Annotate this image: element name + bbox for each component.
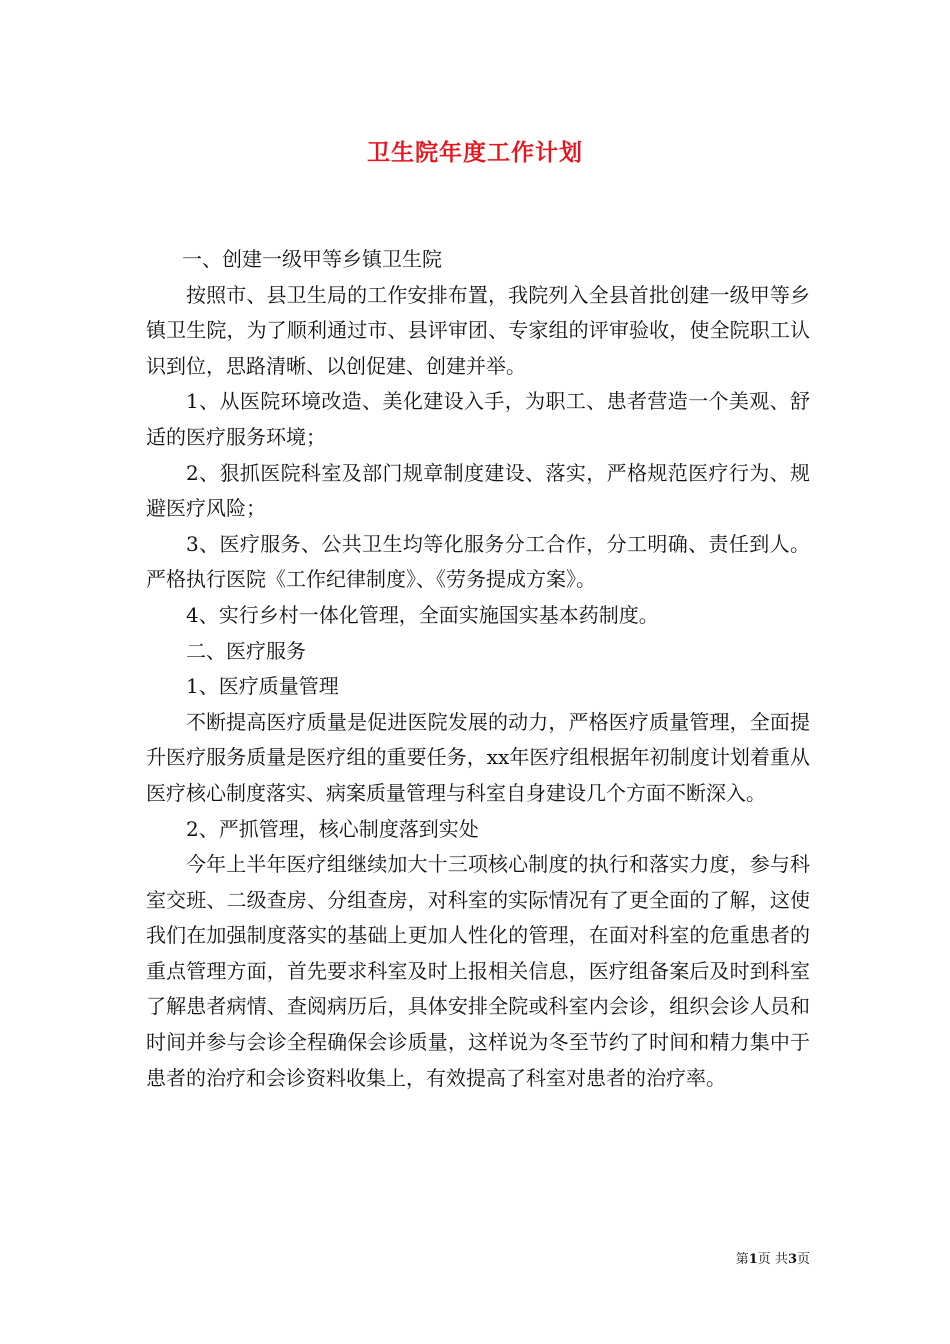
section-heading: 二、医疗服务	[186, 638, 306, 663]
total-pages: 3	[787, 1252, 797, 1267]
paragraph: 今年上半年医疗组继续加大十三项核心制度的执行和落实力度，参与科室交班、二级查房、分组查房，对科室的实际情况有了更全面的了解，这使我们在加强制度落实的基础上更加人性化的管理，在面对科室的危重患者的重点管理方面，首先要求科室及时上报相关信息，医疗组备案后及时到科室了解患者病情、查阅病历后，具体安排全院或科室内会诊，组织会诊人员和时间并参与会诊全程确保会诊质量，这样说为冬至节约了时间和精力集中于患者的治疗和会诊资料收集上，有效提高了科室对患者的治疗率。	[146, 852, 810, 1090]
page-number-prefix: 第	[735, 1252, 749, 1267]
section-heading: 一、创建一级甲等乡镇卫生院	[182, 247, 442, 271]
document-body	[146, 242, 810, 1096]
document-title: 卫生院年度工作计划	[367, 139, 583, 166]
paragraph: 不断提高医疗质量是促进医院发展的动力，严格医疗质量管理，全面提升医疗服务质量是医疗组的重要任务，xx年医疗组根据年初制度计划着重从医疗核心制度落实、病案质量管理与科室自身建设几个方面不断深入。	[146, 709, 810, 805]
subsection-heading: 1、医疗质量管理	[186, 674, 339, 699]
page-number	[700, 1248, 810, 1267]
current-page: 1	[748, 1252, 758, 1267]
paragraph: 按照市、县卫生局的工作安排布置，我院列入全县首批创建一级甲等乡镇卫生院，为了顺利通过市、县评审团、专家组的评审验收，使全院职工认识到位，思路清晰、以创促建、创建并举。	[146, 282, 810, 378]
list-item: 3、医疗服务、公共卫生均等化服务分工合作，分工明确、责任到人。严格执行医院《工作纪律制度》、《劳务提成方案》。	[146, 531, 810, 592]
page-number-suffix: 页	[796, 1252, 810, 1267]
list-item: 2、狠抓医院科室及部门规章制度建设、落实，严格规范医疗行为、规避医疗风险；	[146, 460, 810, 521]
list-item: 1、从医院环境改造、美化建设入手，为职工、患者营造一个美观、舒适的医疗服务环境；	[146, 389, 810, 449]
subsection-heading: 2、严抓管理，核心制度落到实处	[186, 816, 479, 841]
page-number-middle: 页 共	[757, 1252, 788, 1267]
list-item: 4、实行乡村一体化管理，全面实施国实基本药制度。	[186, 602, 659, 627]
